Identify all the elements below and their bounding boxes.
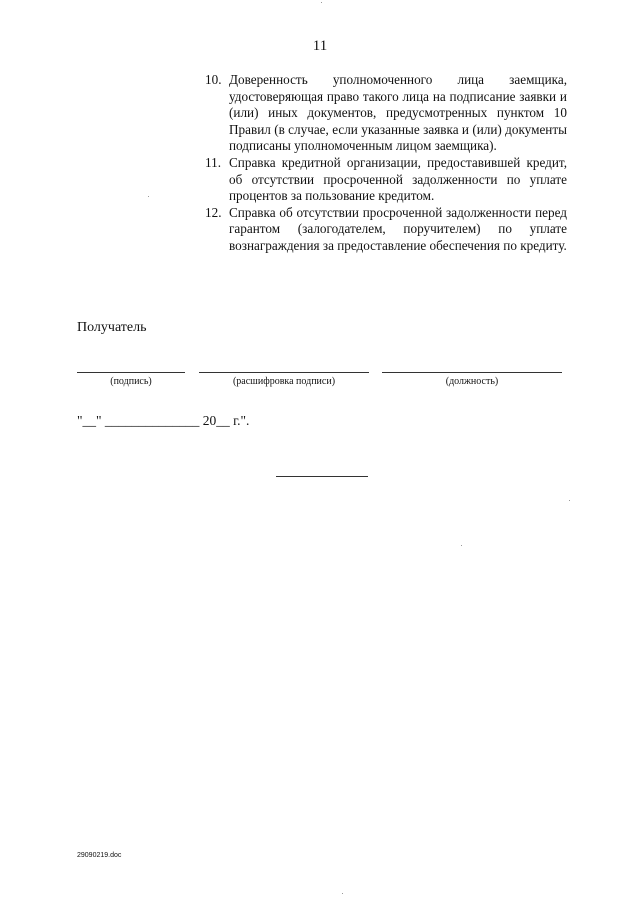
transcript-line	[199, 372, 369, 373]
document-list	[205, 72, 567, 255]
signature-caption: (подпись)	[110, 376, 152, 387]
list-item	[205, 205, 567, 255]
scan-speck	[569, 500, 570, 501]
scan-speck	[461, 545, 462, 546]
date-line: "__" ______________ 20__ г.".	[77, 413, 250, 428]
footer-filename: 29090219.doc	[77, 852, 122, 859]
position-line	[382, 372, 562, 373]
list-item-number: 10.	[205, 72, 222, 87]
list-item-number: 11.	[205, 154, 221, 170]
scan-speck	[321, 2, 322, 3]
list-item-text: Доверенность уполномоченного лица заемщика, удостоверяющая право такого лица на подписание заявки и (или) иных документов, предусмотренных пунктом 10 Правил (в случае, если указанные заявка и (или) документы подписаны уполномоченным лицом заемщика).	[229, 72, 567, 154]
list-item	[205, 72, 567, 155]
list-item	[205, 155, 567, 205]
separator-line	[276, 476, 368, 477]
signature-line	[77, 372, 185, 373]
position-caption: (должность)	[445, 376, 499, 387]
list-item-text: Справка кредитной организации, предоставившей кредит, об отсутствии просроченной задолженности по уплате процентов за пользование кредитом.	[229, 154, 567, 204]
recipient-label: Получатель	[77, 320, 147, 335]
page-number: 11	[312, 38, 328, 54]
scan-speck	[342, 893, 343, 894]
scan-speck	[148, 196, 149, 197]
transcript-caption: (расшифровка подписи)	[232, 376, 336, 387]
list-item-number: 12.	[205, 204, 222, 220]
list-item-text: Справка об отсутствии просроченной задолженности перед гарантом (залогодателем, поручителем) по уплате вознаграждения за предоставление обеспечения по кредиту.	[229, 204, 567, 253]
